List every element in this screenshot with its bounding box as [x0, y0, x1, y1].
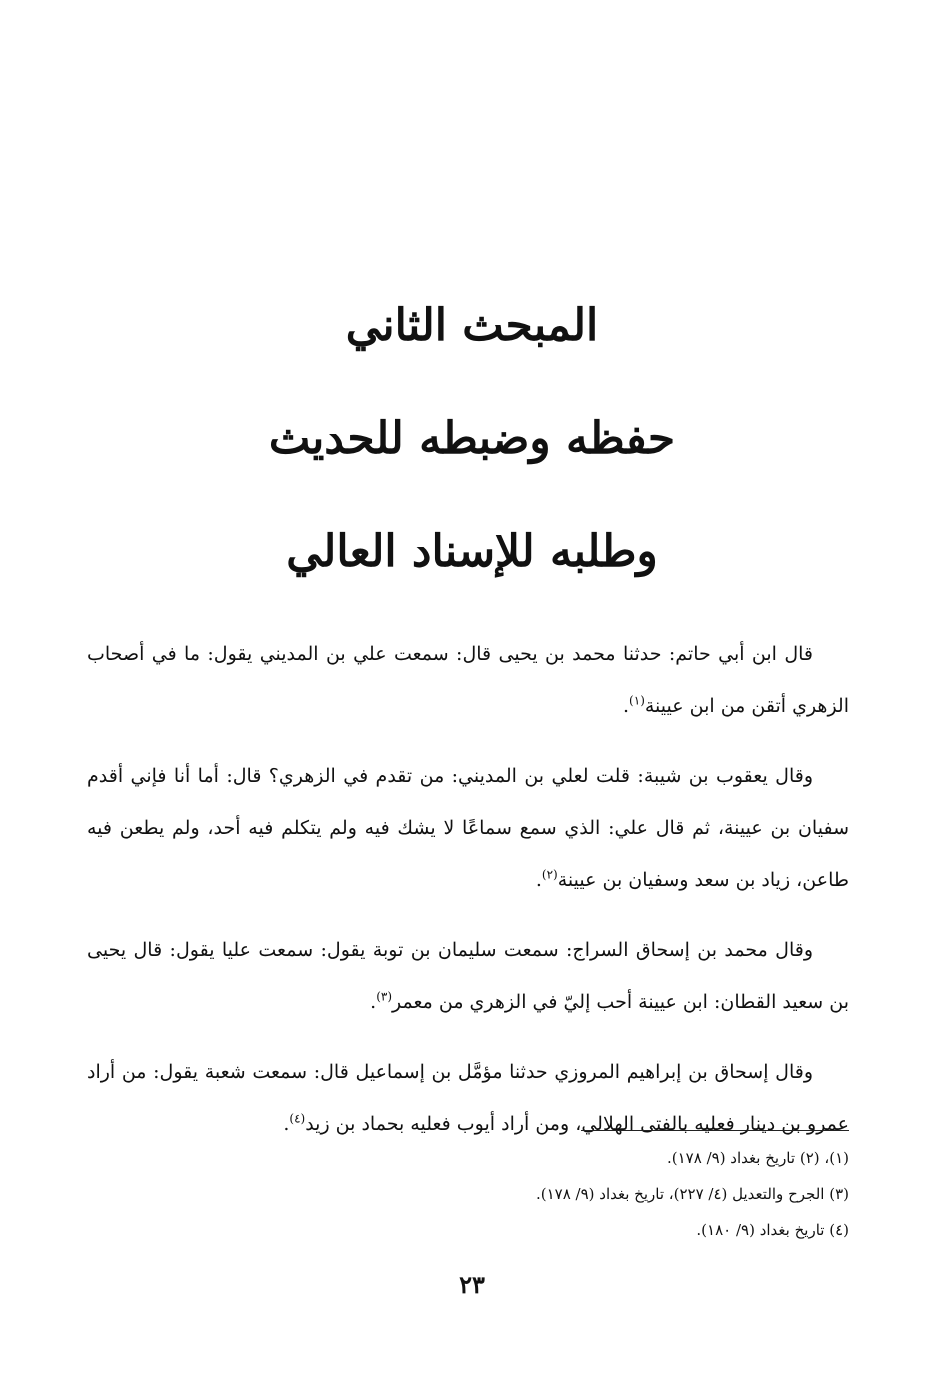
- paragraph-end: .: [370, 991, 377, 1013]
- paragraph-4: [87, 1046, 849, 1150]
- footnote-2: (٣) الجرح والتعديل (٤/ ٢٢٧)، تاريخ بغداد (٩/ ١٧٨).: [535, 1185, 849, 1203]
- paragraph-end: .: [535, 869, 542, 891]
- paragraph-end: .: [283, 1113, 290, 1135]
- paragraph-end: .: [623, 695, 630, 717]
- footnote-3: (٤) تاريخ بغداد (٩/ ١٨٠).: [696, 1221, 849, 1239]
- footnote-divider: [581, 1130, 849, 1131]
- paragraph-text: وقال محمد بن إسحاق السراج: سمعت سليمان بن توبة يقول: سمعت عليا يقول: قال يحيى بن سعيد القطان: ابن عيينة أحب إليّ في الزهري من معمر: [87, 939, 849, 1013]
- footnote-ref: (٢): [541, 867, 558, 882]
- paragraph-text: وقال إسحاق بن إبراهيم المروزي حدثنا مؤمَّل بن إسماعيل قال: سمعت شعبة يقول: من أراد عمرو بن دينار فعليه بالفتى الهلالي، ومن أراد أيوب فعليه بحماد بن زيد: [87, 1061, 849, 1135]
- footnote-ref: (١): [629, 693, 645, 708]
- paragraph-2: [87, 750, 849, 906]
- footnote-1: (١)، (٢) تاريخ بغداد (٩/ ١٧٨).: [667, 1149, 849, 1167]
- paragraph-text: قال ابن أبي حاتم: حدثنا محمد بن يحيى قال: سمعت علي بن المديني يقول: ما في أصحاب الزهري أتقن من ابن عيينة: [87, 643, 849, 717]
- paragraph-text: وقال يعقوب بن شيبة: قلت لعلي بن المديني: من تقدم في الزهري؟ قال: أما أنا فإني أقدم سفيان بن عيينة، ثم قال علي: الذي سمع سماعًا لا يشك فيه ولم يتكلم فيه أحد، ولم يطعن فيه طاعن، زياد بن سعد وسفيان بن عيينة: [87, 765, 849, 891]
- body-text: [87, 628, 849, 1168]
- footnotes: [87, 1140, 849, 1248]
- chapter-headings: [0, 300, 944, 639]
- paragraph-3: [87, 924, 849, 1028]
- footnote-ref: (٤): [289, 1111, 306, 1126]
- section-subtitle-2: وطلبه للإسناد العالي: [286, 526, 658, 577]
- page-number: ٢٣: [459, 1270, 485, 1299]
- section-subtitle-1: حفظه وضبطه للحديث: [268, 413, 676, 464]
- paragraph-1: [87, 628, 849, 732]
- footnote-ref: (٣): [376, 989, 393, 1004]
- section-title: المبحث الثاني: [345, 300, 599, 351]
